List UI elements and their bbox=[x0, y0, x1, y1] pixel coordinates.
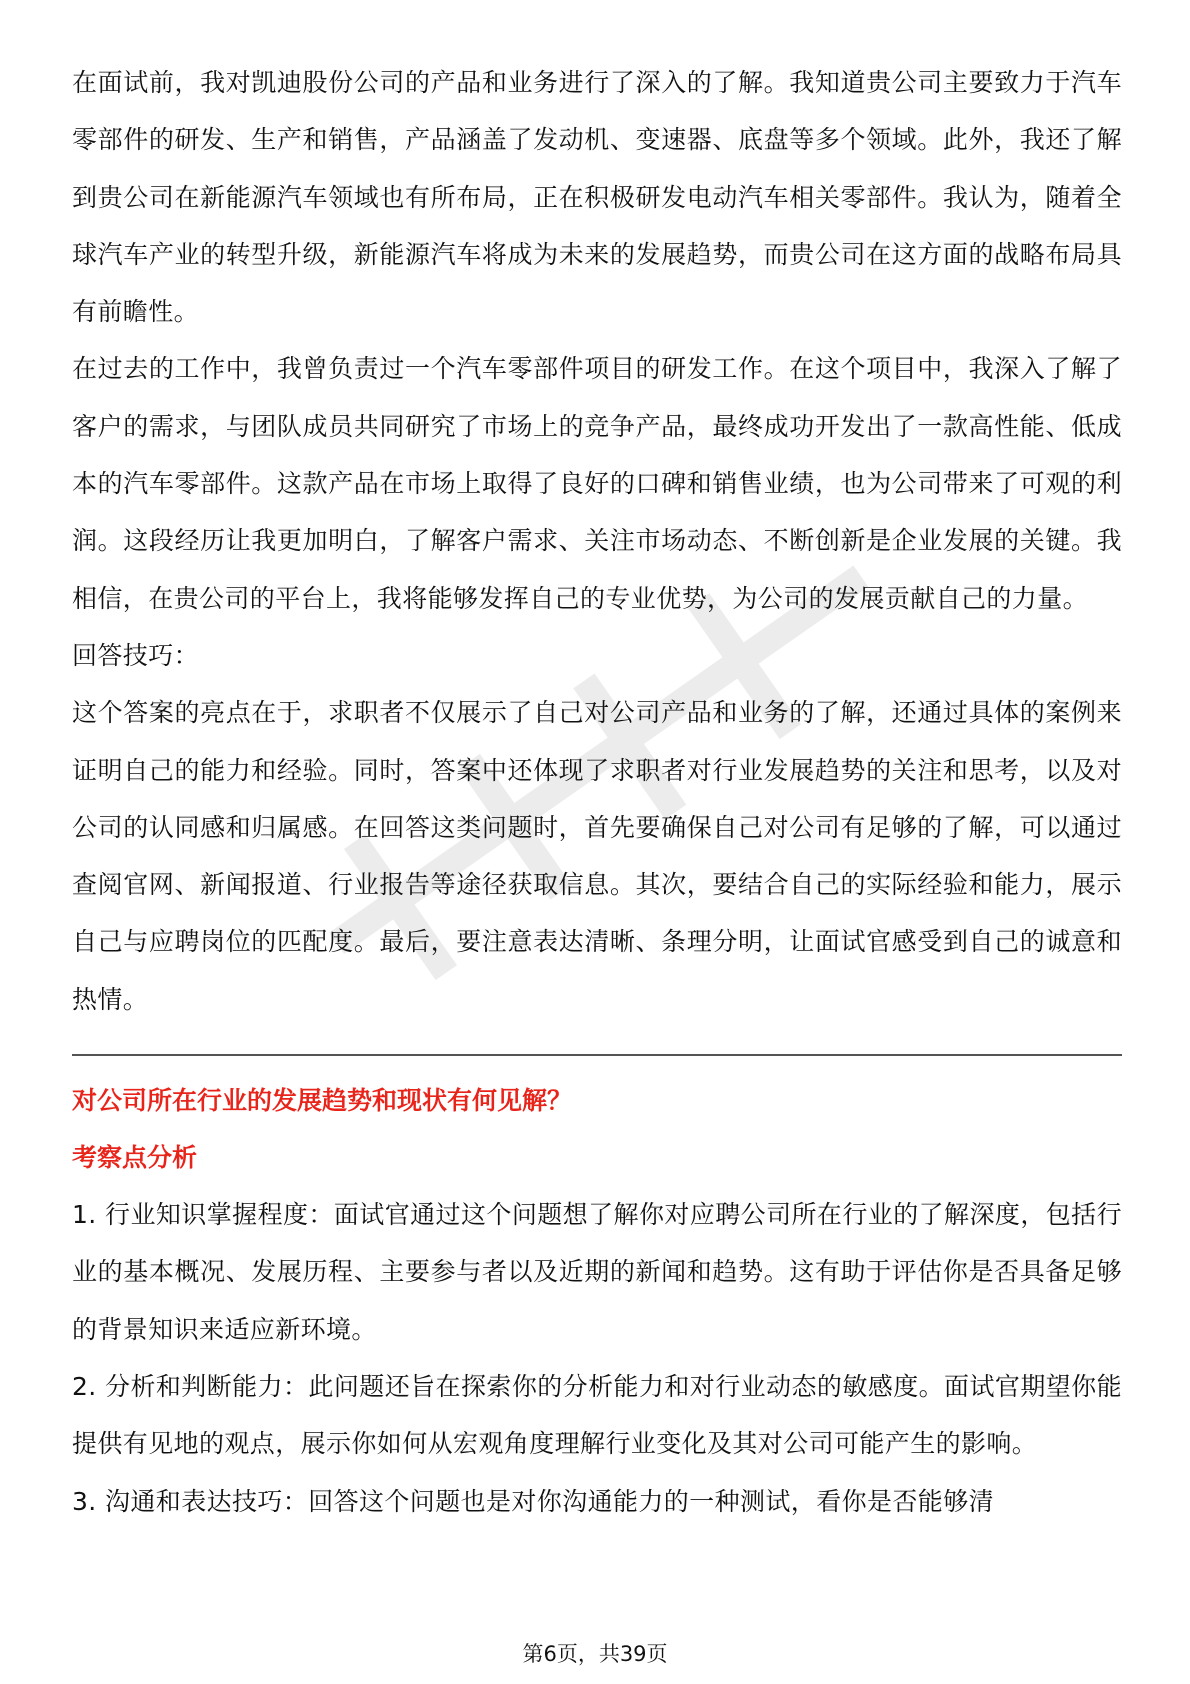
analysis-heading: 考察点分析 bbox=[72, 1143, 198, 1173]
analysis-item-2: 2. 分析和判断能力：此问题还旨在探索你的分析能力和对行业动态的敏感度。面试官期望你能提供有见地的观点，展示你如何从宏观角度理解行业变化及其对公司可能产生的影响。 bbox=[72, 1371, 1122, 1459]
analysis-item-3: 3. 沟通和表达技巧：回答这个问题也是对你沟通能力的一种测试，看你是否能够清 bbox=[72, 1486, 995, 1516]
document-body bbox=[72, 54, 1122, 1530]
page-number: 第6页，共39页 bbox=[522, 1642, 668, 1666]
question-title: 对公司所在行业的发展趋势和现状有何见解？ bbox=[72, 1086, 573, 1116]
tips-paragraph: 这个答案的亮点在于，求职者不仅展示了自己对公司产品和业务的了解，还通过具体的案例来证明自己的能力和经验。同时，答案中还体现了求职者对行业发展趋势的关注和思考，以及对公司的认同感和归属感。在回答这类问题时，首先要确保自己对公司有足够的了解，可以通过查阅官网、新闻报道、行业报告等途径获取信息。其次，要结合自己的实际经验和能力，展示自己与应聘岗位的匹配度。最后，要注意表达清晰、条理分明，让面试官感受到自己的诚意和热情。 bbox=[72, 698, 1122, 1014]
analysis-item-1: 1. 行业知识掌握程度：面试官通过这个问题想了解你对应聘公司所在行业的了解深度，包括行业的基本概况、发展历程、主要参与者以及近期的新闻和趋势。这有助于评估你是否具备足够的背景知识来适应新环境。 bbox=[72, 1200, 1122, 1344]
tips-label: 回答技巧： bbox=[72, 640, 200, 670]
answer-paragraph-2: 在过去的工作中，我曾负责过一个汽车零部件项目的研发工作。在这个项目中，我深入了解了客户的需求，与团队成员共同研究了市场上的竞争产品，最终成功开发出了一款高性能、低成本的汽车零部件。这款产品在市场上取得了良好的口碑和销售业绩，也为公司带来了可观的利润。这段经历让我更加明白，了解客户需求、关注市场动态、不断创新是企业发展的关键。我相信，在贵公司的平台上，我将能够发挥自己的专业优势，为公司的发展贡献自己的力量。 bbox=[72, 354, 1122, 613]
section-divider bbox=[72, 1054, 1122, 1056]
answer-paragraph-1: 在面试前，我对凯迪股份公司的产品和业务进行了深入的了解。我知道贵公司主要致力于汽车零部件的研发、生产和销售，产品涵盖了发动机、变速器、底盘等多个领域。此外，我还了解到贵公司在新能源汽车领域也有所布局，正在积极研发电动汽车相关零部件。我认为，随着全球汽车产业的转型升级，新能源汽车将成为未来的发展趋势，而贵公司在这方面的战略布局具有前瞻性。 bbox=[72, 68, 1122, 327]
